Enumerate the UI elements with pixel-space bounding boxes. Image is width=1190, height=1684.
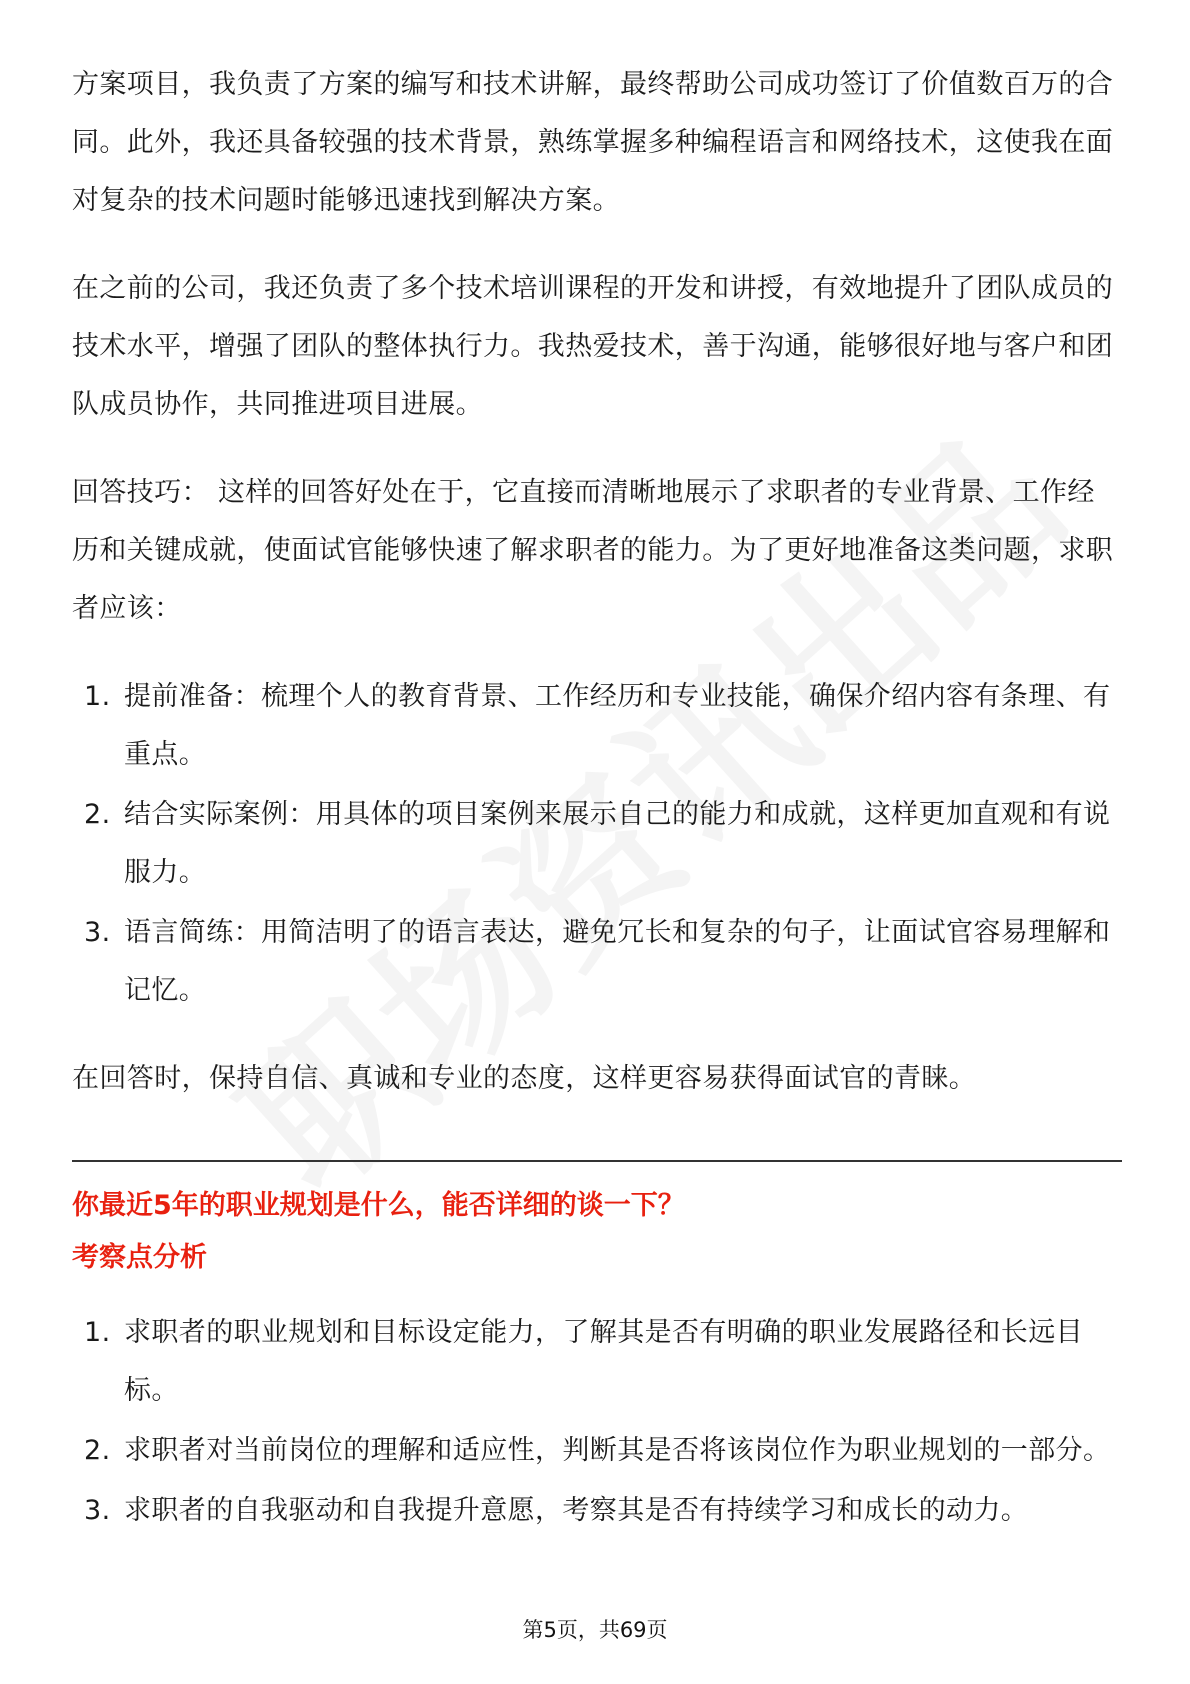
closing-paragraph: 在回答时，保持自信、真诚和专业的态度，这样更容易获得面试官的青睐。 — [72, 1063, 977, 1094]
list-number: 1. — [84, 1317, 111, 1348]
list-item-text: 结合实际案例：用具体的项目案例来展示自己的能力和成就，这样更加直观和有说服力。 — [124, 799, 1111, 888]
question-title: 你最近5年的职业规划是什么，能否详细的谈一下？ — [72, 1190, 685, 1221]
page-footer: 第5页，共69页 — [522, 1618, 668, 1642]
list-item — [84, 786, 1122, 902]
paragraph: 在之前的公司，我还负责了多个技术培训课程的开发和讲授，有效地提升了团队成员的技术水平，增强了团队的整体执行力。我热爱技术，善于沟通，能够很好地与客户和团队成员协作，共同推进项目进展。 — [72, 273, 1114, 420]
list-item-text: 求职者的职业规划和目标设定能力，了解其是否有明确的职业发展路径和长远目标。 — [124, 1317, 1083, 1406]
list-item — [84, 1422, 1122, 1480]
list-item — [84, 1482, 1122, 1540]
analysis-heading: 考察点分析 — [72, 1242, 207, 1273]
list-number: 2. — [84, 799, 111, 830]
section-divider — [72, 1160, 1122, 1162]
list-number: 1. — [84, 681, 111, 712]
tips-list — [72, 668, 1122, 1020]
paragraph: 方案项目，我负责了方案的编写和技术讲解，最终帮助公司成功签订了价值数百万的合同。此外，我还具备较强的技术背景，熟练掌握多种编程语言和网络技术，这使我在面对复杂的技术问题时能够迅速找到解决方案。 — [72, 69, 1114, 216]
list-item-text: 求职者对当前岗位的理解和适应性，判断其是否将该岗位作为职业规划的一部分。 — [124, 1435, 1111, 1466]
list-item — [84, 904, 1122, 1020]
analysis-list — [72, 1304, 1122, 1540]
list-item-text: 语言简练：用简洁明了的语言表达，避免冗长和复杂的句子，让面试官容易理解和记忆。 — [124, 917, 1111, 1006]
answer-tips-paragraph: 回答技巧： 这样的回答好处在于，它直接而清晰地展示了求职者的专业背景、工作经历和关键成就，使面试官能够快速了解求职者的能力。为了更好地准备这类问题，求职者应该： — [72, 477, 1114, 624]
list-item-text: 求职者的自我驱动和自我提升意愿，考察其是否有持续学习和成长的动力。 — [124, 1495, 1029, 1526]
list-number: 2. — [84, 1435, 111, 1466]
list-number: 3. — [84, 1495, 111, 1526]
list-number: 3. — [84, 917, 111, 948]
list-item-text: 提前准备：梳理个人的教育背景、工作经历和专业技能，确保介绍内容有条理、有重点。 — [124, 681, 1111, 770]
list-item — [84, 1304, 1122, 1420]
list-item — [84, 668, 1122, 784]
document-page — [72, 56, 1122, 1570]
